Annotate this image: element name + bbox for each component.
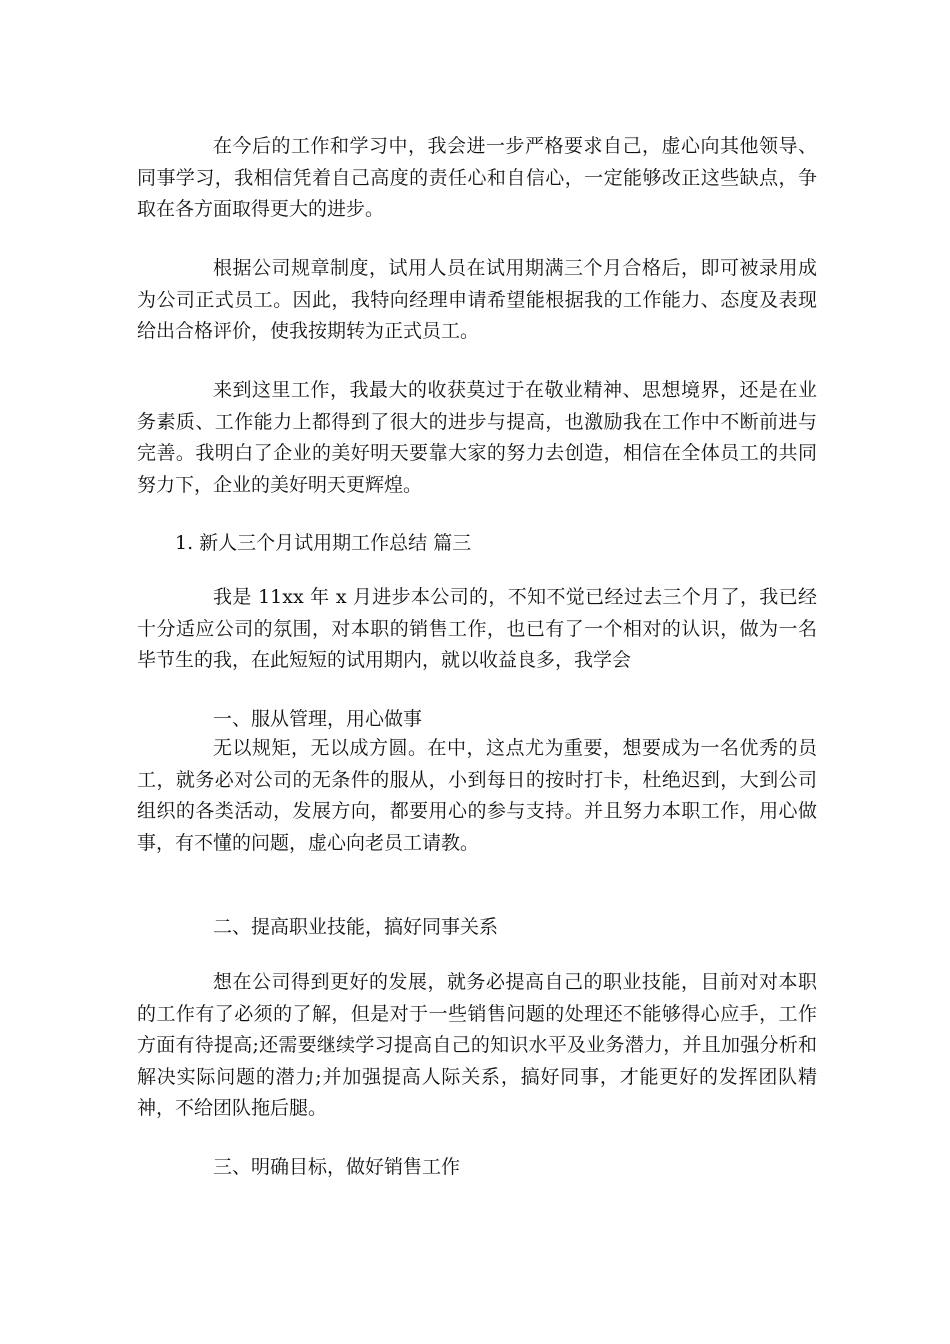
paragraph-intro-part-three: 我是 11xx 年 x 月进步本公司的，不知不觉已经过去三个月了，我已经十分适应公司的氛围，对本职的销售工作，也已有了一个相对的认识，做为一名毕节生的我，在此短短的试用期内，就以收益良多，我学会 [137,586,817,671]
paragraph-improve-skills: 想在公司得到更好的发展，就务必提高自己的职业技能，目前对对本职的工作有了必须的了解，但是对于一些销售问题的处理还不能够得心应手，工作方面有待提高;还需要继续学习提高自己的知识水平及业务潜力，并且加强分析和解决实际问题的潜力;并加强提高人际关系，搞好同事，才能更好的发挥团队精神，不给团队拖后腿。 [137,971,817,1119]
paragraph-future-improvement: 在今后的工作和学习中，我会进一步严格要求自己，虚心向其他领导、同事学习，我相信凭着自己高度的责任心和自信心，一定能够改正这些缺点，争取在各方面取得更大的进步。 [137,135,817,220]
subheading-clear-goals: 三、明确目标，做好销售工作 [213,1156,461,1178]
subheading-improve-skills: 二、提高职业技能，搞好同事关系 [213,916,499,938]
paragraph-regularization-request: 根据公司规章制度，试用人员在试用期满三个月合格后，即可被录用成为公司正式员工。因此，我特向经理申请希望能根据我的工作能力、态度及表现给出合格评价，使我按期转为正式员工。 [137,257,817,342]
paragraph-obey-management: 无以规矩，无以成方圆。在中，这点尤为重要，想要成为一名优秀的员工，就务必对公司的无条件的服从，小到每日的按时打卡，杜绝迟到，大到公司组织的各类活动，发展方向，都要用心的参与支持。并且努力本职工作，用心做事，有不懂的问题，虚心向老员工请教。 [137,737,817,854]
paragraph-gains-summary: 来到这里工作，我最大的收获莫过于在敬业精神、思想境界，还是在业务素质、工作能力上都得到了很大的进步与提高，也激励我在工作中不断前进与完善。我明白了企业的美好明天要靠大家的努力去创造，相信在全体员工的共同努力下，企业的美好明天更辉煌。 [137,379,817,496]
section-heading-part-three: 1. 新人三个月试用期工作总结 篇三 [175,532,472,554]
subheading-obey-management: 一、服从管理，用心做事 [213,708,423,730]
